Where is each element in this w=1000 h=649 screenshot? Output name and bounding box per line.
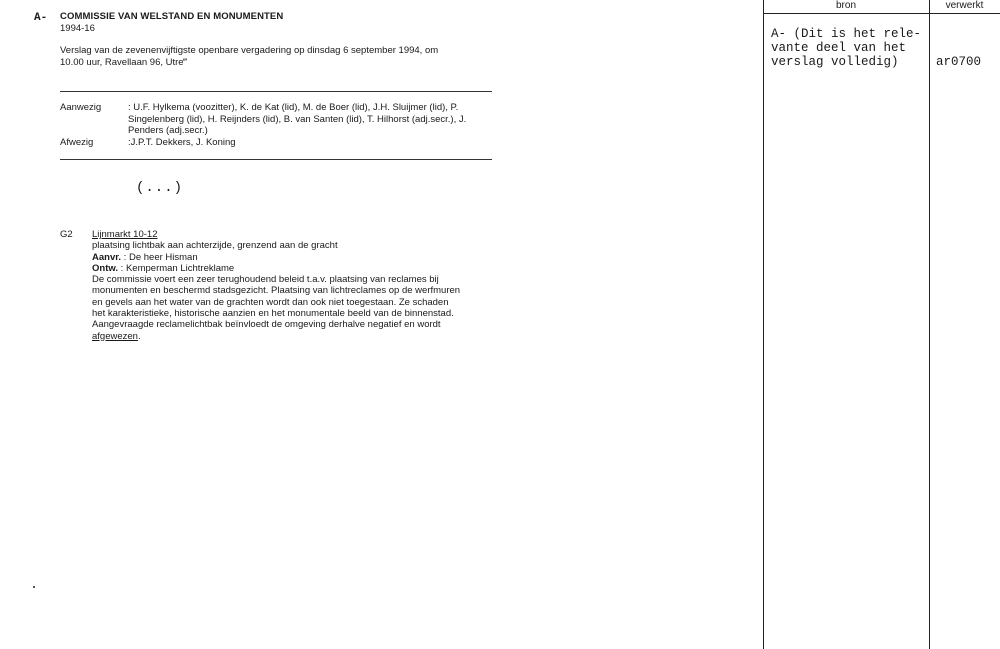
decision-end: .: [137, 330, 141, 342]
item-address: Lijnmarkt 10-12: [92, 229, 158, 240]
omission-marker: (...): [136, 180, 184, 196]
column-header-verwerkt: verwerkt: [945, 0, 984, 11]
stray-dot: [33, 586, 35, 588]
present-label: Aanwezig: [60, 102, 102, 113]
meeting-intro-line-1: Verslag van de zevenenvijftigste openbare vergadering op dinsdag 6 september 1994, om: [60, 45, 439, 56]
item-body: [92, 229, 492, 342]
item-body-line-5: Aangevraagde reclamelichtbak beïnvloedt de omgeving derhalve negatief en wordt: [92, 319, 441, 331]
absent-label: Afwezig: [60, 137, 94, 148]
document-marker: A-: [34, 12, 48, 24]
item-applicant: [92, 252, 492, 263]
item-designer: [92, 263, 492, 274]
present-value: : U.F. Hylkema (voozitter), K. de Kat (lid), M. de Boer (lid), J.H. Sluijmer (lid), P. Singelenberg (lid), H. Reijnders (lid), B. van Santen (lid), T. Hilhorst (adj.secr.), J. Penders (adj.secr.): [128, 102, 467, 136]
column-header-bron: bron: [835, 0, 856, 11]
meeting-intro-line-2: 10.00 uur, Ravellaan 96, Utre‴: [60, 57, 187, 68]
applicant-value: : De heer Hisman: [121, 251, 198, 263]
item-body-line-4: het karakteristieke, historische aanzien en het monumentale beeld van de binnenstad.: [92, 308, 454, 320]
item-decision: [92, 331, 492, 342]
designer-value: : Kemperman Lichtreklame: [118, 262, 235, 274]
designer-label: Ontw.: [92, 262, 119, 274]
meeting-intro: [60, 45, 438, 69]
item-body-line-2: monumenten en beschermd stadsgezicht. Plaatsing van lichtreclames op de werfmuren: [92, 285, 461, 297]
column-border-left: [763, 0, 764, 649]
bron-note: A- (Dit is het rele- vante deel van het verslag volledig): [771, 27, 922, 69]
applicant-label: Aanvr.: [92, 251, 122, 263]
document-year: 1994-16: [60, 23, 95, 34]
header-divider: [763, 13, 1000, 14]
divider-bottom: [60, 159, 492, 160]
column-border-middle: [929, 0, 930, 649]
decision-word: afgewezen: [92, 330, 138, 342]
absent-value: :J.P.T. Dekkers, J. Koning: [128, 137, 236, 148]
item-subject: plaatsing lichtbak aan achterzijde, grenzend aan de gracht: [92, 240, 338, 252]
item-body-line-3: en gevels aan het water van de grachten wordt dan ook niet toegestaan. Ze schaden: [92, 296, 449, 308]
item-code: G2: [60, 229, 73, 240]
divider-top: [60, 91, 492, 92]
verwerkt-code: ar0700: [936, 55, 982, 69]
item-body-line-1: De commissie voert een zeer terughoudend beleid t.a.v. plaatsing van reclames bij: [92, 274, 439, 286]
document-title: COMMISSIE VAN WELSTAND EN MONUMENTEN: [60, 11, 284, 22]
